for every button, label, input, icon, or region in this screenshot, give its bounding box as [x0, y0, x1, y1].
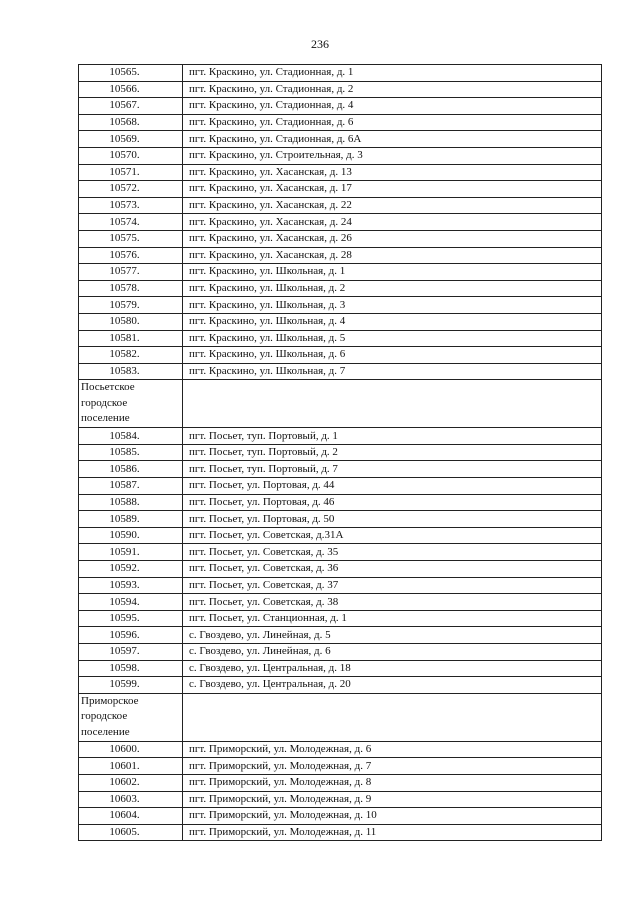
row-address: пгт. Посьет, ул. Портовая, д. 44 [183, 478, 602, 495]
table-row [79, 247, 602, 264]
row-number: 10574. [79, 214, 183, 231]
row-address: пгт. Краскино, ул. Школьная, д. 3 [183, 297, 602, 314]
row-address: пгт. Посьет, туп. Портовый, д. 1 [183, 428, 602, 445]
row-number: 10570. [79, 147, 183, 164]
table-row [79, 741, 602, 758]
row-number: 10590. [79, 527, 183, 544]
row-address: пгт. Приморский, ул. Молодежная, д. 6 [183, 741, 602, 758]
table-row [79, 627, 602, 644]
address-registry-table [78, 64, 602, 841]
row-number: 10595. [79, 610, 183, 627]
row-number: 10605. [79, 824, 183, 841]
row-number: 10601. [79, 758, 183, 775]
row-address: пгт. Краскино, ул. Хасанская, д. 24 [183, 214, 602, 231]
row-number: 10597. [79, 644, 183, 661]
section-empty-cell [183, 693, 602, 741]
row-number: 10588. [79, 494, 183, 511]
table-row [79, 561, 602, 578]
row-address: пгт. Посьет, ул. Портовая, д. 46 [183, 494, 602, 511]
row-address: с. Гвоздево, ул. Линейная, д. 6 [183, 644, 602, 661]
row-number: 10575. [79, 230, 183, 247]
row-address: пгт. Посьет, туп. Портовый, д. 2 [183, 444, 602, 461]
row-number: 10591. [79, 544, 183, 561]
table-row [79, 181, 602, 198]
row-address: пгт. Краскино, ул. Хасанская, д. 13 [183, 164, 602, 181]
row-number: 10592. [79, 561, 183, 578]
row-address: пгт. Краскино, ул. Школьная, д. 7 [183, 363, 602, 380]
row-address: пгт. Краскино, ул. Школьная, д. 5 [183, 330, 602, 347]
table-row [79, 644, 602, 661]
row-number: 10582. [79, 347, 183, 364]
row-number: 10568. [79, 114, 183, 131]
row-address: пгт. Краскино, ул. Хасанская, д. 22 [183, 197, 602, 214]
table-row [79, 214, 602, 231]
row-address: пгт. Посьет, ул. Советская, д. 38 [183, 594, 602, 611]
section-row [79, 693, 602, 741]
row-address: пгт. Краскино, ул. Школьная, д. 2 [183, 280, 602, 297]
row-number: 10583. [79, 363, 183, 380]
row-address: пгт. Краскино, ул. Стадионная, д. 4 [183, 98, 602, 115]
row-address: пгт. Посьет, ул. Станционная, д. 1 [183, 610, 602, 627]
table-row [79, 824, 602, 841]
row-number: 10577. [79, 264, 183, 281]
row-number: 10584. [79, 428, 183, 445]
table-row [79, 511, 602, 528]
row-number: 10596. [79, 627, 183, 644]
row-number: 10599. [79, 677, 183, 694]
table-row [79, 677, 602, 694]
table-row [79, 280, 602, 297]
row-number: 10598. [79, 660, 183, 677]
row-address: пгт. Краскино, ул. Стадионная, д. 2 [183, 81, 602, 98]
table-row [79, 594, 602, 611]
table-row [79, 363, 602, 380]
row-number: 10589. [79, 511, 183, 528]
row-number: 10579. [79, 297, 183, 314]
row-number: 10580. [79, 313, 183, 330]
row-address: пгт. Посьет, ул. Советская, д. 35 [183, 544, 602, 561]
row-address: с. Гвоздево, ул. Центральная, д. 18 [183, 660, 602, 677]
section-name: Приморское городское поселение [79, 693, 183, 741]
row-number: 10586. [79, 461, 183, 478]
table-row [79, 577, 602, 594]
table-row [79, 347, 602, 364]
row-number: 10602. [79, 774, 183, 791]
table-row [79, 147, 602, 164]
section-row [79, 380, 602, 428]
table-row [79, 428, 602, 445]
table-row [79, 81, 602, 98]
row-address: с. Гвоздево, ул. Линейная, д. 5 [183, 627, 602, 644]
table-row [79, 758, 602, 775]
row-address: пгт. Краскино, ул. Школьная, д. 1 [183, 264, 602, 281]
table-row [79, 444, 602, 461]
table-row [79, 313, 602, 330]
row-number: 10578. [79, 280, 183, 297]
row-number: 10572. [79, 181, 183, 198]
row-address: пгт. Краскино, ул. Стадионная, д. 6 [183, 114, 602, 131]
table-row [79, 330, 602, 347]
row-address: пгт. Посьет, ул. Советская, д. 36 [183, 561, 602, 578]
row-number: 10581. [79, 330, 183, 347]
table-row [79, 494, 602, 511]
table-row [79, 774, 602, 791]
row-address: пгт. Краскино, ул. Хасанская, д. 17 [183, 181, 602, 198]
row-number: 10573. [79, 197, 183, 214]
row-address: пгт. Посьет, ул. Советская, д. 37 [183, 577, 602, 594]
table-row [79, 544, 602, 561]
table-row [79, 660, 602, 677]
row-number: 10593. [79, 577, 183, 594]
row-address: пгт. Приморский, ул. Молодежная, д. 8 [183, 774, 602, 791]
table-row [79, 98, 602, 115]
row-number: 10567. [79, 98, 183, 115]
table-row [79, 808, 602, 825]
table-row [79, 461, 602, 478]
table-row [79, 610, 602, 627]
row-address: пгт. Краскино, ул. Школьная, д. 6 [183, 347, 602, 364]
row-number: 10600. [79, 741, 183, 758]
row-number: 10571. [79, 164, 183, 181]
row-address: пгт. Приморский, ул. Молодежная, д. 7 [183, 758, 602, 775]
table-row [79, 230, 602, 247]
row-address: пгт. Приморский, ул. Молодежная, д. 10 [183, 808, 602, 825]
table-body [79, 65, 602, 841]
row-number: 10565. [79, 65, 183, 82]
row-number: 10594. [79, 594, 183, 611]
page-number: 236 [311, 37, 329, 51]
table-row [79, 114, 602, 131]
row-address: пгт. Приморский, ул. Молодежная, д. 9 [183, 791, 602, 808]
table-row [79, 164, 602, 181]
row-number: 10576. [79, 247, 183, 264]
row-address: пгт. Краскино, ул. Хасанская, д. 26 [183, 230, 602, 247]
row-number: 10585. [79, 444, 183, 461]
row-address: пгт. Краскино, ул. Строительная, д. 3 [183, 147, 602, 164]
section-empty-cell [183, 380, 602, 428]
section-name: Посьетское городское поселение [79, 380, 183, 428]
row-number: 10569. [79, 131, 183, 148]
row-number: 10604. [79, 808, 183, 825]
row-address: с. Гвоздево, ул. Центральная, д. 20 [183, 677, 602, 694]
row-number: 10566. [79, 81, 183, 98]
row-address: пгт. Посьет, ул. Портовая, д. 50 [183, 511, 602, 528]
table-row [79, 264, 602, 281]
row-address: пгт. Краскино, ул. Школьная, д. 4 [183, 313, 602, 330]
table-row [79, 197, 602, 214]
row-address: пгт. Краскино, ул. Стадионная, д. 1 [183, 65, 602, 82]
row-address: пгт. Посьет, туп. Портовый, д. 7 [183, 461, 602, 478]
table-row [79, 65, 602, 82]
table-row [79, 478, 602, 495]
table-row [79, 297, 602, 314]
row-address: пгт. Приморский, ул. Молодежная, д. 11 [183, 824, 602, 841]
table-row [79, 527, 602, 544]
row-address: пгт. Посьет, ул. Советская, д.31А [183, 527, 602, 544]
row-address: пгт. Краскино, ул. Стадионная, д. 6А [183, 131, 602, 148]
row-number: 10587. [79, 478, 183, 495]
row-number: 10603. [79, 791, 183, 808]
table-row [79, 791, 602, 808]
table-row [79, 131, 602, 148]
row-address: пгт. Краскино, ул. Хасанская, д. 28 [183, 247, 602, 264]
